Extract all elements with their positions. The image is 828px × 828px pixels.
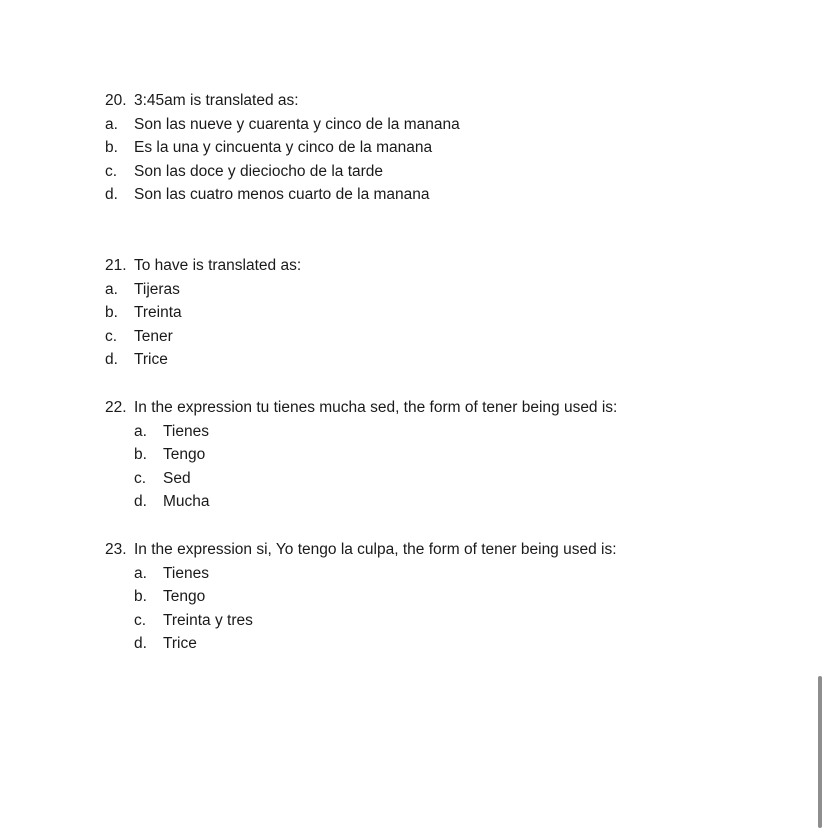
- question-20: [105, 89, 460, 207]
- question-number: 20.: [105, 92, 127, 109]
- option-a: [105, 278, 301, 302]
- option-a: [134, 562, 617, 586]
- option-letter: b.: [105, 139, 118, 157]
- option-a: [134, 420, 617, 444]
- option-letter: c.: [134, 469, 147, 487]
- question-number: 21.: [105, 257, 127, 274]
- option-d: [134, 632, 617, 656]
- option-letter: b.: [134, 588, 147, 606]
- option-list: [105, 562, 617, 656]
- option-text: Tengo: [163, 446, 206, 464]
- option-letter: d.: [134, 635, 147, 653]
- option-b: [134, 585, 617, 609]
- option-letter: b.: [134, 446, 147, 464]
- option-letter: a.: [134, 564, 147, 582]
- option-d: [105, 348, 301, 372]
- option-d: [105, 183, 460, 207]
- option-text: Tener: [134, 327, 173, 345]
- option-b: [105, 301, 301, 325]
- option-letter: a.: [134, 422, 147, 440]
- question-prompt: 3:45am is translated as:: [134, 92, 299, 109]
- question-number: 22.: [105, 399, 127, 416]
- option-text: Es la una y cincuenta y cinco de la manana: [134, 139, 433, 157]
- option-text: Son las cuatro menos cuarto de la manana: [134, 186, 430, 204]
- question-number: 23.: [105, 541, 127, 558]
- question-prompt: To have is translated as:: [134, 257, 302, 274]
- option-c: [134, 609, 617, 633]
- question-22: [105, 396, 617, 514]
- option-text: Treinta: [134, 304, 182, 322]
- option-letter: b.: [105, 304, 118, 322]
- option-letter: a.: [105, 280, 118, 298]
- question-21: [105, 254, 301, 372]
- option-text: Son las nueve y cuarenta y cinco de la manana: [134, 115, 460, 133]
- question-prompt: In the expression tu tienes mucha sed, the form of tener being used is:: [134, 399, 618, 416]
- option-letter: c.: [134, 611, 147, 629]
- option-text: Treinta y tres: [163, 611, 253, 629]
- option-text: Trice: [163, 635, 197, 653]
- option-b: [134, 443, 617, 467]
- option-letter: d.: [134, 493, 147, 511]
- option-b: [105, 136, 460, 160]
- question-prompt: In the expression si, Yo tengo la culpa, the form of tener being used is:: [134, 541, 617, 558]
- option-c: [134, 467, 617, 491]
- question-23: [105, 538, 617, 656]
- option-letter: d.: [105, 351, 118, 369]
- option-list: [105, 278, 301, 372]
- option-text: Tengo: [163, 588, 206, 606]
- question-prompt-line: [105, 538, 617, 562]
- option-c: [105, 325, 301, 349]
- question-prompt-line: [105, 396, 617, 420]
- option-text: Tienes: [163, 422, 209, 440]
- option-c: [105, 160, 460, 184]
- option-letter: c.: [105, 327, 118, 345]
- option-list: [105, 420, 617, 514]
- option-a: [105, 113, 460, 137]
- option-text: Tijeras: [134, 280, 180, 298]
- question-prompt-line: [105, 89, 460, 113]
- question-prompt-line: [105, 254, 301, 278]
- option-text: Mucha: [163, 493, 210, 511]
- option-text: Tienes: [163, 564, 209, 582]
- option-letter: a.: [105, 115, 118, 133]
- option-list: [105, 113, 460, 207]
- option-text: Sed: [163, 469, 191, 487]
- option-letter: c.: [105, 162, 118, 180]
- option-letter: d.: [105, 186, 118, 204]
- option-text: Son las doce y dieciocho de la tarde: [134, 162, 384, 180]
- option-d: [134, 490, 617, 514]
- vertical-scrollbar[interactable]: [818, 676, 822, 828]
- option-text: Trice: [134, 351, 168, 369]
